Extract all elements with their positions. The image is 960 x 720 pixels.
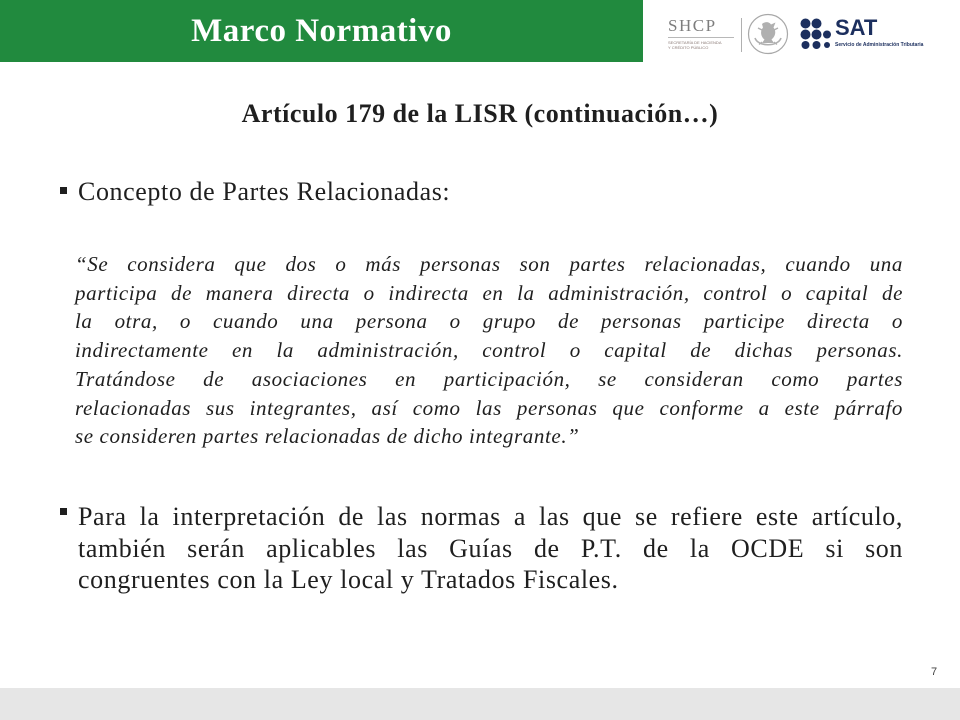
bullet-text — [78, 501, 903, 596]
bullet-line: congruentes con la Ley local y Tratados Fiscales. — [78, 565, 619, 595]
shcp-acronym: SHCP — [668, 16, 717, 35]
quote-line: la otra, o cuando una persona o grupo de personas participe directa o — [75, 309, 903, 334]
square-bullet-icon — [60, 508, 67, 515]
quote-line: indirectamente en la administración, control o capital de dichas personas. — [75, 338, 903, 363]
shcp-name-line: Y CRÉDITO PÚBLICO — [668, 45, 709, 50]
shcp-rule — [668, 37, 734, 38]
sat-acronym: SAT — [835, 15, 878, 40]
bullet-line: Para la interpretación de las normas a las que se refiere este artículo, — [78, 502, 903, 531]
slide-title: Artículo 179 de la LISR (continuación…) — [241, 99, 719, 128]
bullet-line: también serán aplicables las Guías de P.T. de la OCDE si son — [78, 533, 903, 563]
mexican-coat-of-arms-icon — [747, 13, 789, 55]
mexican-coat-of-arms-icon — [747, 13, 789, 55]
footer-bar — [0, 688, 960, 720]
page-number: 7 — [931, 666, 938, 678]
quote-line: relacionadas sus integrantes, así como las personas que conforme a este párrafo — [75, 395, 903, 420]
quote-line: se consideren partes relacionadas de dicho integrante.” — [75, 424, 580, 449]
quote-line: “Se considera que dos o más personas son partes relacionadas, cuando una — [75, 252, 903, 276]
bullet-text: Concepto de Partes Relacionadas: — [78, 177, 451, 206]
header-bar — [0, 0, 643, 62]
section-title: Marco Normativo — [191, 12, 452, 49]
logo-divider — [741, 18, 742, 52]
quote-line: Tratándose de asociaciones en participación, se consideran como partes — [75, 366, 903, 391]
sat-full-name: Servicio de Administración Tributaria — [835, 42, 924, 48]
quote-line: participa de manera directa o indirecta en la administración, control o capital de — [75, 280, 903, 305]
sat-dots-icon — [800, 18, 832, 50]
quote-block — [75, 250, 903, 451]
square-bullet-icon — [60, 187, 67, 194]
shcp-name-line: SECRETARÍA DE HACIENDA — [668, 40, 722, 45]
